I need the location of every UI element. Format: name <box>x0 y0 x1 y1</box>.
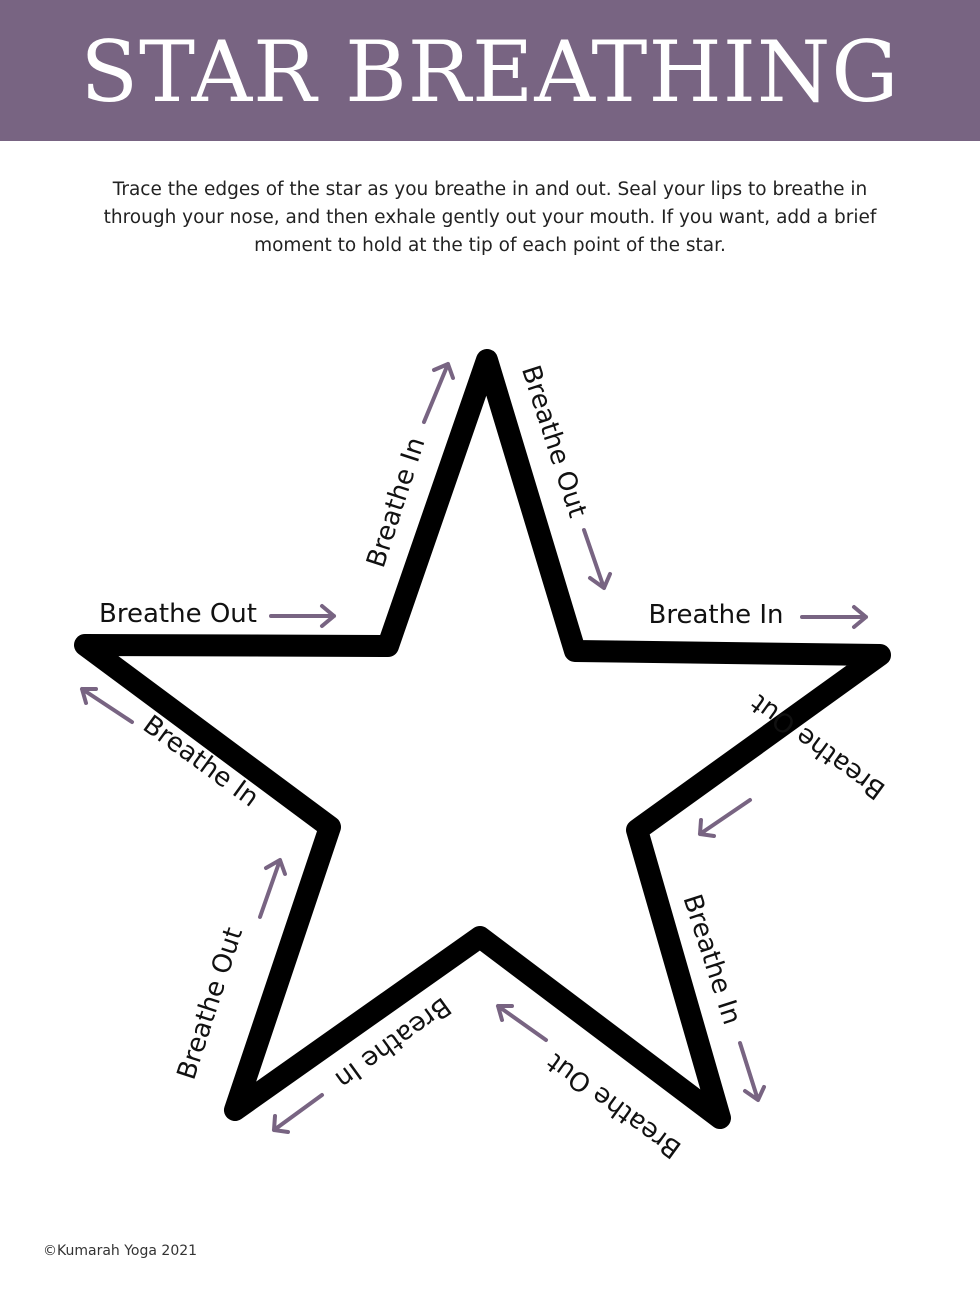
copyright-footer: ©Kumarah Yoga 2021 <box>43 1243 198 1259</box>
label-breathe-in-bottom-left: Breathe In <box>329 990 457 1095</box>
arrow-up-left-left-diagonal-icon <box>82 689 132 722</box>
arrow-up-lower-left-icon <box>260 860 285 917</box>
label-breathe-out-left: Breathe Out <box>99 599 257 629</box>
arrow-down-lower-right-icon <box>740 1043 764 1100</box>
arrow-up-top-left-icon <box>424 364 453 422</box>
arrow-right-icon <box>802 607 866 627</box>
label-breathe-in-left-diagonal: Breathe In <box>137 709 265 814</box>
arrow-right-left-icon <box>271 606 334 626</box>
label-breathe-in-top-left: Breathe In <box>361 433 432 572</box>
label-breathe-out-bottom-right: Breathe Out <box>541 1046 688 1165</box>
label-breathe-in-lower-right: Breathe In <box>676 890 747 1029</box>
label-breathe-out-right-diagonal: Breathe Out <box>745 687 892 806</box>
label-breathe-in-right: Breathe In <box>648 600 784 630</box>
label-breathe-out-top-right: Breathe Out <box>514 361 593 522</box>
instructions-text: Trace the edges of the star as you breathe in and out. Seal your lips to breathe in through your nose, and then exhale gently out your mouth. If you want, add a brief moment to hold at the tip of each point of the star. <box>103 179 877 256</box>
arrow-down-left-bottom-left-icon <box>274 1095 322 1132</box>
arrow-down-left-right-diagonal-icon <box>700 800 750 836</box>
arrow-up-left-bottom-right-icon <box>498 1006 546 1040</box>
page-title: STAR BREATHING <box>80 23 900 121</box>
arrow-down-top-right-icon <box>584 530 610 588</box>
label-breathe-out-lower-left: Breathe Out <box>171 923 250 1084</box>
